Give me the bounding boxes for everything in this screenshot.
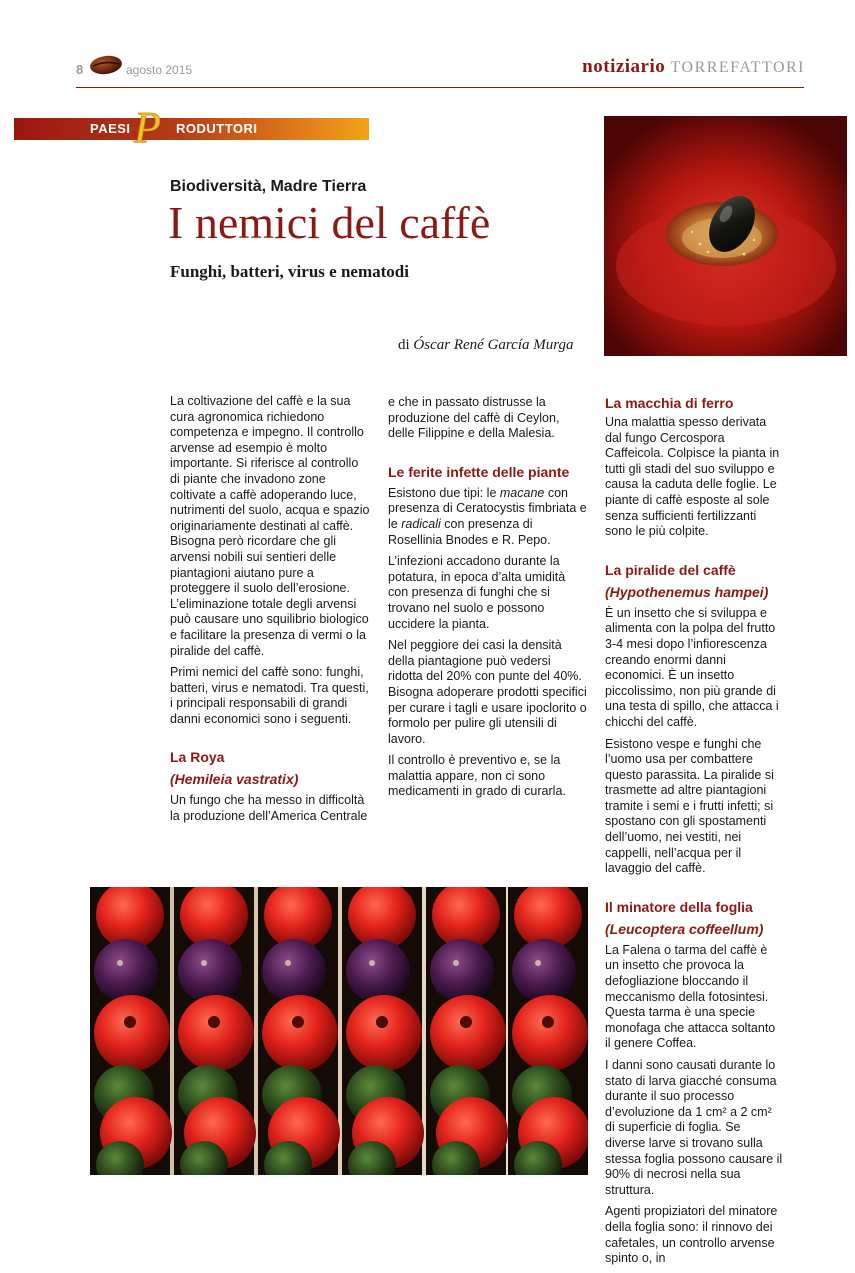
article-kicker: Biodiversità, Madre Tierra bbox=[170, 178, 367, 195]
byline-prefix: di bbox=[398, 337, 410, 353]
section-initial-letter: P bbox=[134, 104, 161, 148]
heading-piralide: La piralide del caffè bbox=[605, 561, 736, 578]
issue-date: agosto 2015 bbox=[126, 63, 193, 77]
col1-roya-text: Un fungo che ha messo in difficoltà la produzione dell’America Centrale bbox=[170, 793, 368, 824]
column-2 bbox=[388, 395, 588, 806]
cherry-strip-1 bbox=[90, 887, 172, 1175]
col3-minatore-paragraph-3: Agenti propiziatori del minatore della foglia sono: il rinnovo dei cafetales, un controllo arvense spinto o, in bbox=[605, 1204, 778, 1266]
col2-ferite-text-a: Esistono due tipi: le bbox=[388, 485, 500, 500]
col3-piralide-paragraph-1: È un insetto che si sviluppa e alimenta con la polpa del frutto 3-4 mesi dopo l’infiorescenza creando enormi danni economici. È un insetto piccolissimo, non più grande di una testa di spillo, che attacca i chicchi del caffè. bbox=[605, 605, 779, 729]
article-subtitle: Funghi, batteri, virus e nematodi bbox=[170, 262, 409, 281]
heading-piralide-latin: (Hypothenemus hampei) bbox=[605, 583, 769, 600]
heading-minatore: Il minatore della foglia bbox=[605, 898, 753, 915]
col3-macchia-text: Una malattia spesso derivata dal fungo Cercospora Caffeicola. Colpisce la pianta in tutti gli stadi del suo sviluppo e causa la caduta delle foglie. Le piante di caffè esposte al sole senza sufficienti fertilizzanti sono le più colpite. bbox=[605, 415, 780, 539]
masthead bbox=[582, 56, 805, 78]
heading-la-roya: La Roya bbox=[170, 749, 225, 766]
article-title: I nemici del caffè bbox=[168, 197, 491, 248]
coffee-bean-icon bbox=[88, 53, 124, 77]
photo-coffee-cherries-strips bbox=[90, 887, 588, 1175]
section-word-roduttori: RODUTTORI bbox=[176, 121, 258, 136]
column-3 bbox=[605, 395, 783, 1273]
col1-paragraph-1: La coltivazione del caffè e la sua cura agronomica richiedono competenza e impegno. Il controllo arvense ad esempio è molto importante. Si riferisce al controllo di piante che invadono zone coltivate a caffè adoperando luce, nutrimenti del suolo, acqua e spazio originariamente destinati al caffè. Bisogna però ricordare che gli arvensi nobili sui sentieri delle piantagioni aiutano pure a proteggere il suolo dell’erosione. L’eliminazione totale degli arvensi può causare uno squilibrio biologico e facilitare la presenza di vermi o la piralide del caffè. bbox=[170, 394, 370, 658]
col2-ferite-text-b: con presenza di Ceratocystis fimbriata e le bbox=[388, 485, 587, 531]
col2-paragraph-4: Il controllo è preventivo e, se la malattia appare, non ci sono medicamenti in grado di curarla. bbox=[388, 753, 566, 799]
photo-coffee-borer-illustration bbox=[604, 116, 847, 356]
col2-ferite-radicali: radicali bbox=[401, 516, 441, 531]
article-byline bbox=[398, 337, 574, 354]
cherry-strip-2 bbox=[174, 887, 256, 1175]
section-word-paesi: PAESI bbox=[90, 121, 131, 136]
col2-paragraph-3: Nel peggiore dei casi la densità della piantagione può vedersi ridotta del 20% con punte del 40%. Bisogna adoperare prodotti specifici per curare i tagli e usare ipoclorito o formolo per pulire gli utensili di lavoro. bbox=[388, 638, 587, 746]
header-rule bbox=[76, 87, 804, 88]
heading-macchia-di-ferro: La macchia di ferro bbox=[605, 395, 734, 411]
col3-minatore-paragraph-2: I danni sono causati durante lo stato di larva giacché consuma durante il suo processo d’evoluzione da 1 cm² a 2 cm² di superficie di foglia. Se diverse larve si trovano sulla stessa foglia possono causare il 90% di necrosi nella sua struttura. bbox=[605, 1058, 783, 1197]
col2-ferite-paragraph bbox=[388, 486, 588, 548]
col2-paragraph-2: L’infezioni accadono durante la potatura, in epoca d’alta umidità con presenza di funghi che si trovano nel suolo e possono uccidere la pianta. bbox=[388, 554, 566, 631]
cherry-strip-4 bbox=[342, 887, 424, 1175]
col3-minatore-paragraph-1: La Falena o tarma del caffè è un insetto che provoca la defogliazione bloccando il meccanismo della fotosintesi. Questa tarma è una specie monofaga che attacca soltanto il genere Coffea. bbox=[605, 942, 776, 1051]
photo-coffee-borer bbox=[604, 116, 847, 356]
col2-ferite-macane: macane bbox=[499, 485, 545, 500]
section-initial-p bbox=[132, 104, 174, 148]
page-number: 8 bbox=[76, 62, 84, 77]
col2-paragraph-1: e che in passato distrusse la produzione del caffè di Ceylon, delle Filippine e della Malesia. bbox=[388, 395, 560, 441]
masthead-notiziario: notiziario bbox=[582, 56, 666, 77]
column-1 bbox=[170, 394, 370, 831]
heading-la-roya-latin: (Hemileia vastratix) bbox=[170, 771, 299, 788]
masthead-torrefattori: TORREFATTORI bbox=[670, 59, 805, 76]
col3-piralide-paragraph-2: Esistono vespe e funghi che l’uomo usa per combattere questo parassita. La piralide si trasmette ad altre piantagioni tramite i semi e i frutti infetti; si spostano con gli spostamenti dell’uomo, nei vestiti, nei cappelli, nell’acqua per il lavaggio del caffè. bbox=[605, 736, 774, 876]
col1-paragraph-2: Primi nemici del caffè sono: funghi, batteri, virus e nematodi. Tra questi, i principali responsabili di grandi danni economici sono i seguenti. bbox=[170, 665, 369, 726]
col2-ferite-text-c: con presenza di Rosellinia Bnodes e R. Pepo. bbox=[388, 516, 551, 547]
cherry-strip-6 bbox=[508, 887, 588, 1175]
heading-minatore-latin: (Leucoptera coffeellum) bbox=[605, 920, 764, 937]
heading-ferite-infette: Le ferite infette delle piante bbox=[388, 463, 570, 480]
byline-author: Óscar René García Murga bbox=[413, 337, 574, 353]
cherry-strip-5 bbox=[426, 887, 508, 1175]
cherry-strip-3 bbox=[258, 887, 340, 1175]
